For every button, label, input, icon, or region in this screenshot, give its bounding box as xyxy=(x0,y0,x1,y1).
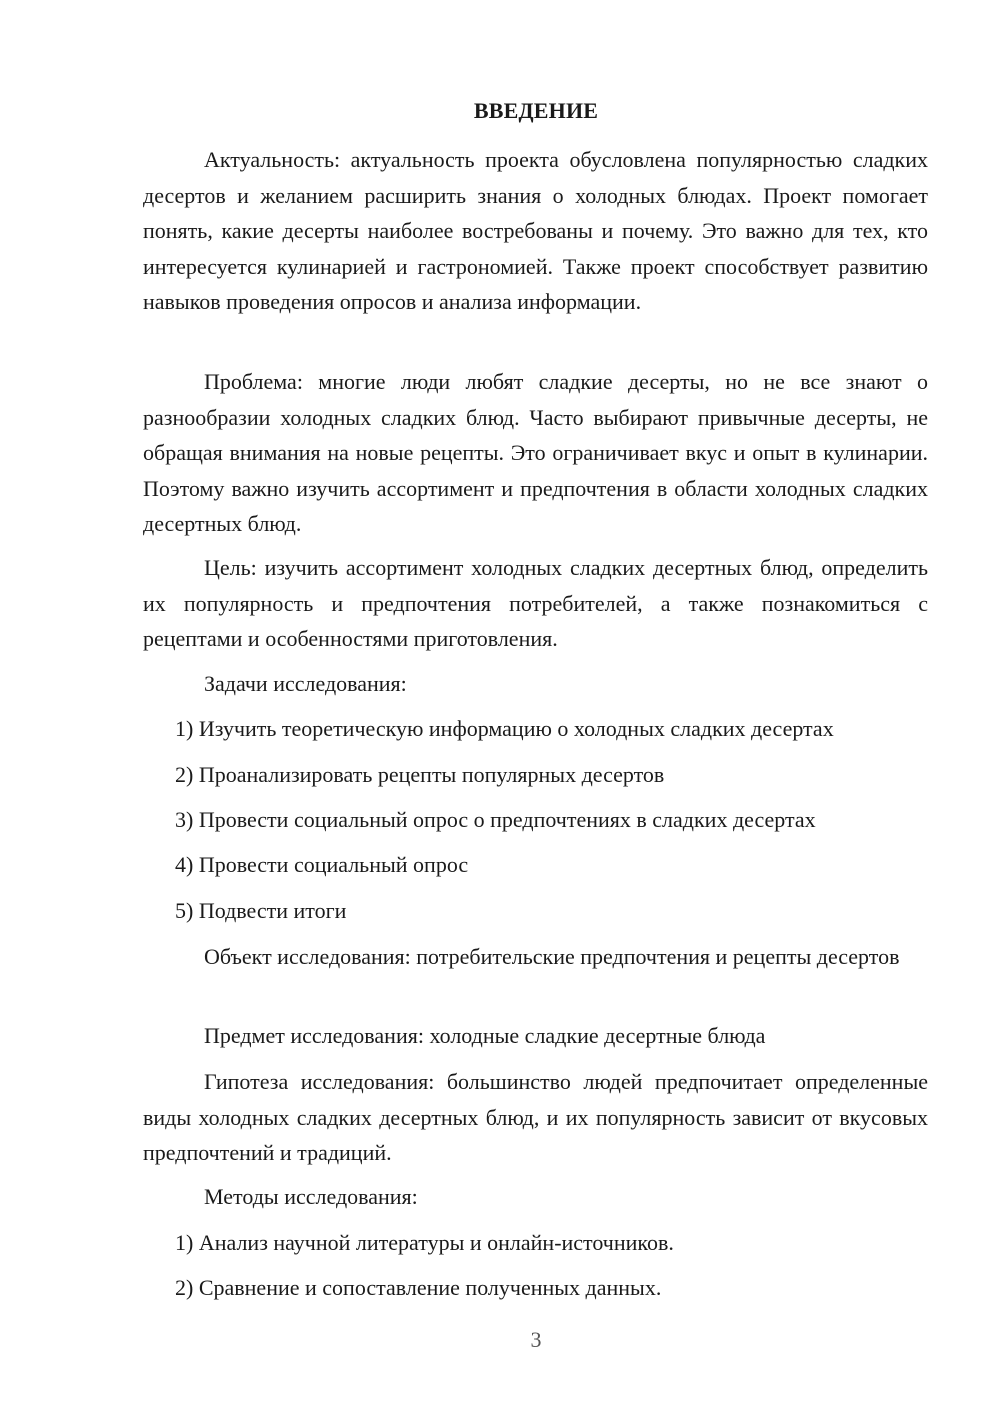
paragraph-goal: Цель: изучить ассортимент холодных сладких десертных блюд, определить их популярность и предпочтения потребителей, а также познакомиться с рецептами и особенностями приготовления. xyxy=(143,555,928,651)
task-item-5: 5) Подвести итоги xyxy=(175,898,347,923)
page-title: ВВЕДЕНИЕ xyxy=(473,98,599,123)
task-item-4: 4) Провести социальный опрос xyxy=(175,852,469,877)
task-item-1: 1) Изучить теоретическую информацию о холодных сладких десертах xyxy=(175,716,834,741)
method-item-2: 2) Сравнение и сопоставление полученных данных. xyxy=(175,1275,662,1300)
paragraph-relevance: Актуальность: актуальность проекта обусловлена популярностью сладких десертов и желанием расширить знания о холодных блюдах. Проект помогает понять, какие десерты наиболее востребованы и почему. Это важно для тех, кто интересуется кулинарией и гастрономией. Также проект способствует развитию навыков проведения опросов и анализа информации. xyxy=(143,147,928,314)
method-item-1: 1) Анализ научной литературы и онлайн-источников. xyxy=(175,1230,674,1255)
tasks-heading: Задачи исследования: xyxy=(204,671,407,696)
page-number: 3 xyxy=(530,1327,542,1352)
task-item-2: 2) Проанализировать рецепты популярных десертов xyxy=(175,762,665,787)
paragraph-problem: Проблема: многие люди любят сладкие десерты, но не все знают о разнообразии холодных сладких блюд. Часто выбирают привычные десерты, не обращая внимания на новые рецепты. Это ограничивает вкус и опыт в кулинарии. Поэтому важно изучить ассортимент и предпочтения в области холодных сладких десертных блюд. xyxy=(143,369,928,536)
task-item-3: 3) Провести социальный опрос о предпочтениях в сладких десертах xyxy=(175,807,816,832)
paragraph-subject: Предмет исследования: холодные сладкие десертные блюда xyxy=(204,1023,766,1048)
methods-heading: Методы исследования: xyxy=(204,1184,418,1209)
paragraph-hypothesis: Гипотеза исследования: большинство людей предпочитает определенные виды холодных сладких десертных блюд, и их популярность зависит от вкусовых предпочтений и традиций. xyxy=(143,1069,928,1165)
paragraph-object: Объект исследования: потребительские предпочтения и рецепты десертов xyxy=(204,944,900,969)
